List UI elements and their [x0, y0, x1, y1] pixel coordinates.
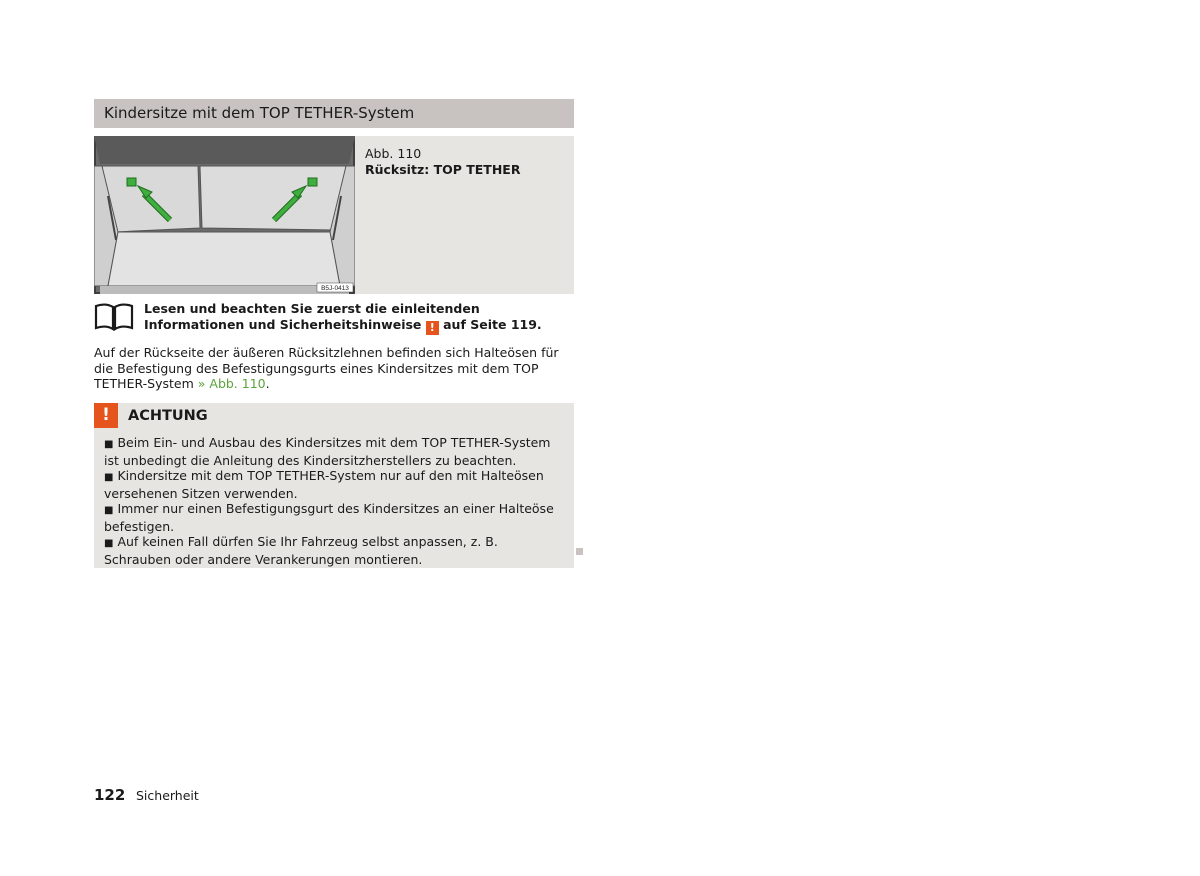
body-text: Auf der Rückseite der äußeren Rücksitzlehnen befinden sich Halteösen für die Befestigung des Befestigungsgurts eines Kindersitzes mit dem TOP TETHER-System: [94, 345, 559, 391]
warning-item-text: Beim Ein- und Ausbau des Kindersitzes mit dem TOP TETHER-System ist unbedingt die Anleitung des Kindersitzherstellers zu beachten.: [104, 435, 551, 468]
warning-box: [94, 403, 574, 568]
warning-inline-icon: !: [426, 321, 439, 335]
body-paragraph: [94, 345, 574, 392]
bullet-square-icon: ■: [104, 439, 114, 450]
warning-item: [104, 435, 566, 468]
bullet-square-icon: ■: [104, 472, 114, 483]
warning-item-text: Auf keinen Fall dürfen Sie Ihr Fahrzeug selbst anpassen, z. B. Schrauben oder andere Verankerungen montieren.: [104, 534, 498, 567]
open-book-icon: [94, 302, 134, 332]
read-note-text: Lesen und beachten Sie zuerst die einleitenden Informationen und Sicherheitshinweise: [144, 301, 480, 332]
figure-box: [94, 136, 574, 294]
warning-item: [104, 534, 566, 567]
figure-number: Abb. 110: [365, 146, 422, 161]
read-first-note: [144, 301, 574, 335]
warning-list: [104, 435, 566, 567]
figure-title: Rücksitz: TOP TETHER: [365, 162, 521, 177]
bullet-square-icon: ■: [104, 538, 114, 549]
read-note-page-ref[interactable]: auf Seite 119.: [443, 317, 542, 332]
body-end: .: [265, 376, 270, 391]
trunk-seatback-illustration: [94, 136, 355, 294]
warning-title: ACHTUNG: [128, 408, 208, 424]
warning-item: [104, 501, 566, 534]
warning-exclamation-icon: !: [94, 403, 118, 428]
page-section-name: Sicherheit: [136, 788, 199, 803]
page-number: 122: [94, 786, 126, 804]
bullet-square-icon: ■: [104, 505, 114, 516]
section-title: Kindersitze mit dem TOP TETHER-System: [94, 99, 574, 128]
warning-item-text: Immer nur einen Befestigungsgurt des Kindersitzes an einer Halteöse befestigen.: [104, 501, 554, 534]
warning-item: [104, 468, 566, 501]
figure-image-code: B5J-0413: [321, 285, 349, 292]
section-end-marker-icon: [576, 548, 583, 555]
figure-cross-reference-link[interactable]: » Abb. 110: [197, 376, 266, 391]
warning-item-text: Kindersitze mit dem TOP TETHER-System nur auf den mit Halteösen versehenen Sitzen verwenden.: [104, 468, 544, 501]
